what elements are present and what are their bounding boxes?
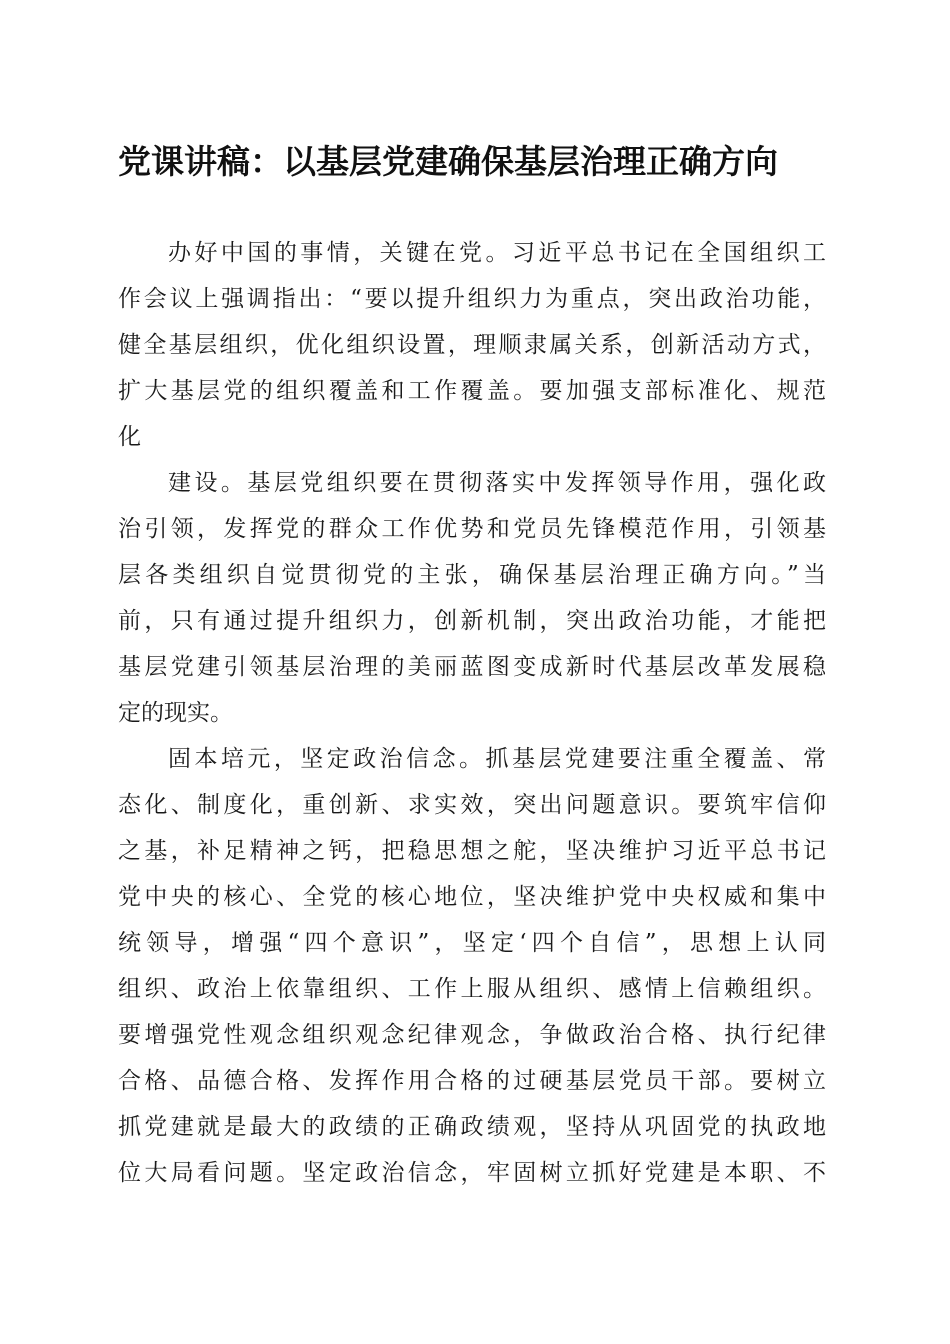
- text-line: 扩大基层党的组织覆盖和工作覆盖。要加强支部标准化、规范: [118, 378, 826, 404]
- text-line: 健全基层组织，优化组织设置，理顺隶属关系，创新活动方式，: [118, 332, 826, 358]
- text-line: 作会议上强调指出：“要以提升组织力为重点，突出政治功能，: [118, 286, 826, 312]
- text-line: 层各类组织自觉贯彻党的主张，确保基层治理正确方向。”当: [118, 562, 826, 588]
- text-line: 合格、品德合格、发挥作用合格的过硬基层党员干部。要树立: [118, 1068, 826, 1094]
- text-line: 办好中国的事情，关键在党。习近平总书记在全国组织工: [168, 240, 826, 266]
- page-title: 党课讲稿：以基层党建确保基层治理正确方向: [118, 142, 778, 181]
- text-line: 基层党建引领基层治理的美丽蓝图变成新时代基层改革发展稳: [118, 654, 826, 680]
- text-line: 位大局看问题。坚定政治信念，牢固树立抓好党建是本职、不: [118, 1160, 826, 1186]
- document-body: [118, 230, 826, 1196]
- text-line: 之基，补足精神之钙，把稳思想之舵，坚决维护习近平总书记: [118, 838, 826, 864]
- text-line: 前，只有通过提升组织力，创新机制，突出政治功能，才能把: [118, 608, 826, 634]
- text-line: 定的现实。: [118, 700, 233, 726]
- text-line: 抓党建就是最大的政绩的正确政绩观，坚持从巩固党的执政地: [118, 1114, 826, 1140]
- text-line: 要增强党性观念组织观念纪律观念，争做政治合格、执行纪律: [118, 1022, 826, 1048]
- text-line: 统领导，增强“四个意识”，坚定‘四个自信”，思想上认同: [118, 930, 826, 956]
- text-line: 组织、政治上依靠组织、工作上服从组织、感情上信赖组织。: [118, 976, 826, 1002]
- text-line: 治引领，发挥党的群众工作优势和党员先锋模范作用，引领基: [118, 516, 826, 542]
- text-line: 化: [118, 424, 141, 450]
- text-line: 建设。基层党组织要在贯彻落实中发挥领导作用，强化政: [168, 470, 826, 496]
- text-line: 态化、制度化，重创新、求实效，突出问题意识。要筑牢信仰: [118, 792, 826, 818]
- text-line: 党中央的核心、全党的核心地位，坚决维护党中央权威和集中: [118, 884, 826, 910]
- text-line: 固本培元，坚定政治信念。抓基层党建要注重全覆盖、常: [168, 746, 826, 772]
